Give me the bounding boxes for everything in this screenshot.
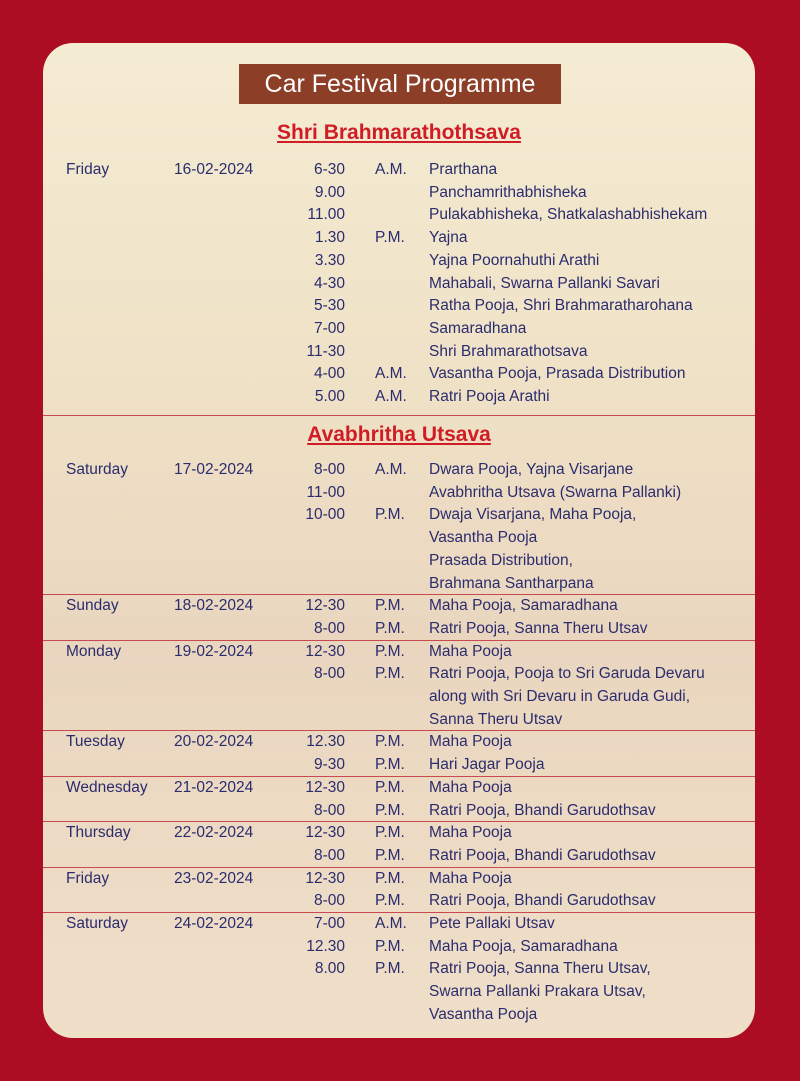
activity-cell <box>429 161 497 179</box>
time-cell: 5-30 <box>313 297 345 315</box>
time-cell: 10-00 <box>305 506 345 524</box>
time-cell: 12-30 <box>305 869 345 887</box>
activity-cell <box>429 552 573 570</box>
schedule-row <box>43 161 755 184</box>
activity-text: Vasantha Pooja, Prasada Distribution <box>429 365 686 383</box>
activity-cell <box>429 206 707 224</box>
activity-cell <box>429 320 526 338</box>
day-cell: Saturday <box>66 915 129 932</box>
activity-text: Vasantha Pooja <box>429 1005 538 1023</box>
activity-text: Samaradhana <box>520 597 618 615</box>
activity-cell <box>429 365 685 383</box>
day-cell: Saturday <box>66 461 129 478</box>
time-cell: 11-00 <box>306 483 345 501</box>
time-cell: 8-00 <box>313 801 345 819</box>
activity-text: Mahabali, <box>429 274 501 292</box>
activity-cell <box>429 870 512 888</box>
time-cell: 3.30 <box>314 251 345 269</box>
meridiem-cell: A.M. <box>375 388 407 405</box>
meridiem-cell: P.M. <box>375 506 405 524</box>
activity-cell <box>429 824 512 842</box>
activity-text: Samaradhana <box>520 937 618 955</box>
row-divider <box>43 776 755 777</box>
row-divider <box>43 821 755 822</box>
time-cell: 7-00 <box>313 319 345 337</box>
activity-cell <box>429 960 651 978</box>
date-cell: 19-02-2024 <box>174 642 254 660</box>
schedule-row <box>43 665 755 688</box>
schedule-row <box>43 960 755 983</box>
schedule-row <box>43 388 755 411</box>
schedule-row <box>43 297 755 320</box>
activity-text: Maha Pooja <box>429 824 512 842</box>
schedule-row <box>43 184 755 207</box>
row-divider <box>43 730 755 731</box>
time-cell: 5.00 <box>314 388 345 405</box>
activity-text: (Swarna Pallanki) <box>559 483 682 501</box>
meridiem-cell: P.M. <box>375 597 405 615</box>
time-cell: 12.30 <box>306 733 345 751</box>
day-cell: Friday <box>66 161 110 178</box>
schedule-row <box>43 779 755 802</box>
activity-cell <box>429 892 656 910</box>
activity-cell <box>429 938 618 956</box>
row-divider <box>43 912 755 913</box>
programme-card <box>43 43 755 1038</box>
time-cell: 8-00 <box>313 619 345 637</box>
time-cell: 9.00 <box>314 183 345 201</box>
activity-cell <box>429 983 646 1001</box>
activity-text: Ratri Pooja, Bhandi Garudothsav <box>429 801 656 819</box>
time-cell: 9-30 <box>313 756 345 774</box>
meridiem-cell: A.M. <box>375 161 407 178</box>
schedule-row <box>43 983 755 1006</box>
meridiem-cell: A.M. <box>375 915 407 932</box>
activity-cell <box>429 529 537 547</box>
activity-cell <box>429 484 681 502</box>
schedule-row <box>43 320 755 343</box>
meridiem-cell: P.M. <box>375 824 405 842</box>
schedule-row <box>43 461 755 484</box>
activity-text: Ratri Pooja, Bhandi Garudothsav <box>429 892 656 910</box>
activity-cell <box>429 915 555 933</box>
time-cell: 6-30 <box>313 161 345 178</box>
activity-text: Ratri Pooja, Sanna Theru Utsav, <box>429 960 651 978</box>
activity-text: Panchamrithabhisheka <box>429 183 587 201</box>
activity-cell <box>429 597 618 615</box>
activity-text: Pulakabhisheka, Shatkalashabhishekam <box>429 206 708 224</box>
activity-cell <box>429 779 512 797</box>
activity-cell <box>429 506 636 524</box>
activity-text: Maha Pooja <box>429 778 512 796</box>
date-cell: 22-02-2024 <box>174 824 254 842</box>
activity-cell <box>429 184 587 202</box>
meridiem-cell: P.M. <box>375 665 405 683</box>
time-cell: 8-00 <box>313 846 345 864</box>
day-cell: Sunday <box>66 597 119 615</box>
schedule-row <box>43 506 755 529</box>
section-heading: Shri Brahmarathothsava <box>277 121 521 144</box>
meridiem-cell: P.M. <box>375 960 405 978</box>
meridiem-cell: P.M. <box>375 869 405 887</box>
schedule-row <box>43 229 755 252</box>
activity-text: Ratha Pooja, <box>429 297 523 315</box>
activity-cell <box>429 229 468 247</box>
activity-cell <box>429 461 633 479</box>
schedule-row <box>43 365 755 388</box>
activity-text: Avabhritha Utsava <box>429 483 560 501</box>
activity-text: Ratri Pooja Arathi <box>429 388 550 405</box>
date-cell: 21-02-2024 <box>174 778 254 796</box>
activity-cell <box>429 620 648 638</box>
time-cell: 4-00 <box>313 365 345 383</box>
day-cell: Wednesday <box>66 778 148 796</box>
activity-text: Sanna Theru Utsav <box>429 710 563 728</box>
meridiem-cell: A.M. <box>375 365 407 383</box>
time-cell: 7-00 <box>313 915 345 932</box>
day-cell: Thursday <box>66 824 131 842</box>
meridiem-cell: A.M. <box>375 461 407 478</box>
activity-text: Prarthana <box>429 161 498 178</box>
meridiem-cell: P.M. <box>375 778 405 796</box>
meridiem-cell: P.M. <box>375 756 405 774</box>
activity-cell <box>429 1006 537 1024</box>
activity-cell <box>429 756 544 774</box>
meridiem-cell: P.M. <box>375 846 405 864</box>
date-cell: 18-02-2024 <box>174 597 254 615</box>
day-cell: Friday <box>66 869 110 887</box>
meridiem-cell: P.M. <box>375 801 405 819</box>
time-cell: 12-30 <box>305 642 345 660</box>
activity-cell <box>429 343 588 361</box>
row-divider <box>43 640 755 641</box>
meridiem-cell: P.M. <box>375 642 405 660</box>
schedule-row <box>43 206 755 229</box>
activity-text: Maha Pooja <box>429 733 512 751</box>
activity-text: Brahmana Santharpana <box>429 574 594 592</box>
activity-text: Prasada Distribution, <box>429 551 573 569</box>
schedule-row <box>43 915 755 938</box>
activity-cell <box>429 388 550 406</box>
row-divider <box>43 594 755 595</box>
date-cell: 24-02-2024 <box>174 915 254 932</box>
activity-cell <box>429 275 660 293</box>
activity-cell <box>429 847 656 865</box>
activity-text: Maha Pooja, <box>429 937 521 955</box>
meridiem-cell: P.M. <box>375 733 405 751</box>
time-cell: 12-30 <box>305 597 345 615</box>
schedule-row <box>43 938 755 961</box>
activity-cell <box>429 711 562 729</box>
schedule-row <box>43 733 755 756</box>
schedule-row <box>43 552 755 575</box>
activity-cell <box>429 575 594 593</box>
time-cell: 12-30 <box>305 778 345 796</box>
activity-text: along with Sri Devaru in Garuda Gudi, <box>429 688 691 705</box>
schedule-row <box>43 343 755 366</box>
activity-text: Ratri Pooja, Bhandi Garudothsav <box>429 846 656 864</box>
activity-cell <box>429 733 512 751</box>
date-cell: 23-02-2024 <box>174 869 254 887</box>
time-cell: 11.00 <box>307 206 345 224</box>
activity-text: Maha Pooja <box>429 869 512 887</box>
day-cell: Monday <box>66 642 122 660</box>
activity-cell <box>429 688 690 706</box>
activity-text: Maha Pooja <box>429 642 512 660</box>
time-cell: 8.00 <box>314 960 345 978</box>
row-divider <box>43 415 755 416</box>
activity-text: Pete Pallaki Utsav <box>429 915 555 932</box>
meridiem-cell: P.M. <box>375 229 405 247</box>
activity-text: Shri Brahmaratharohana <box>522 297 693 315</box>
activity-text: Yajna Poornahuthi Arathi <box>429 251 600 269</box>
time-cell: 4-30 <box>313 274 345 292</box>
schedule-row <box>43 252 755 275</box>
row-divider <box>43 867 755 868</box>
activity-cell <box>429 252 599 270</box>
activity-text: Dwara Pooja, Yajna Visarjane <box>429 461 634 478</box>
time-cell: 11-30 <box>306 342 345 360</box>
time-cell: 1.30 <box>314 229 345 247</box>
time-cell: 8-00 <box>313 892 345 910</box>
meridiem-cell: P.M. <box>375 937 405 955</box>
schedule-row <box>43 529 755 552</box>
activity-text: Ratri Pooja, Sanna Theru Utsav <box>429 619 648 637</box>
activity-cell <box>429 802 656 820</box>
schedule-row <box>43 688 755 711</box>
day-cell: Tuesday <box>66 733 125 751</box>
activity-text: Ratri Pooja, Pooja to Sri Garuda Devaru <box>429 665 705 683</box>
activity-text: Dwaja Visarjana, Maha Pooja, <box>429 506 637 524</box>
activity-text: Swarna Pallanki Prakara Utsav, <box>429 983 646 1001</box>
activity-cell <box>429 665 705 683</box>
meridiem-cell: P.M. <box>375 892 405 910</box>
page-title: Car Festival Programme <box>239 64 561 104</box>
schedule-row <box>43 870 755 893</box>
time-cell: 8-00 <box>313 461 345 478</box>
activity-text: Swarna Pallanki Savari <box>500 274 660 292</box>
activity-cell <box>429 643 512 661</box>
schedule-row <box>43 484 755 507</box>
meridiem-cell: P.M. <box>375 619 405 637</box>
activity-text: Maha Pooja, <box>429 597 521 615</box>
time-cell: 12.30 <box>306 937 345 955</box>
activity-cell <box>429 297 693 315</box>
schedule-row <box>43 643 755 666</box>
date-cell: 16-02-2024 <box>174 161 254 178</box>
date-cell: 20-02-2024 <box>174 733 254 751</box>
schedule-row <box>43 1006 755 1029</box>
activity-text: Shri Brahmarathotsava <box>429 342 588 360</box>
date-cell: 17-02-2024 <box>174 461 254 478</box>
section-heading: Avabhritha Utsava <box>307 423 491 446</box>
activity-text: Yajna <box>429 229 468 247</box>
activity-text: Hari Jagar Pooja <box>429 756 545 774</box>
activity-text: Samaradhana <box>429 319 527 337</box>
schedule-row <box>43 275 755 298</box>
schedule-row <box>43 824 755 847</box>
time-cell: 8-00 <box>313 665 345 683</box>
time-cell: 12-30 <box>305 824 345 842</box>
schedule-row <box>43 597 755 620</box>
activity-text: Vasantha Pooja <box>429 529 538 547</box>
